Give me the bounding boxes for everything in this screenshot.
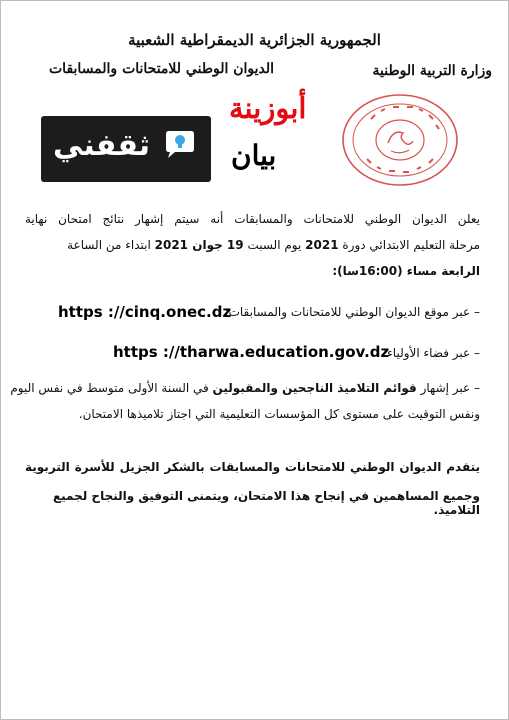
p1-year: 2021 (305, 238, 339, 252)
p1-text-d: ابتداء من الساعة (67, 238, 155, 252)
announcement-title: بيان (231, 139, 277, 172)
closing-line-2: وجميع المساهمين في إنجاح هذا الامتحان، ويتمنى التوفيق والنجاح لجميع التلاميذ. (52, 489, 480, 517)
paragraph-1-line-1: يعلن الديوان الوطني للامتحانات والمسابقات أنه سيتم إشهار نتائج امتحان نهاية (25, 212, 480, 226)
p1-month: جوان (188, 238, 227, 252)
bullet-3-text-a: – عبر إشهار (416, 381, 480, 395)
official-seal-icon (341, 93, 459, 187)
p1-text-b: يوم السبت (243, 238, 306, 252)
closing-line-1: يتقدم الديوان الوطني للامتحانات والمسابقات بالشكر الجزيل للأسرة التربوية (25, 460, 480, 474)
bullet-3-line-2: ونفس التوقيت على مستوى كل المؤسسات التعليمية التي اجتاز تلاميذها الامتحان. (78, 407, 480, 421)
link-cinq-onec[interactable]: https ://cinq.onec.dz (58, 303, 232, 321)
watermark-text: أبوزينة (229, 91, 307, 125)
lightbulb-speech-bubble-icon (163, 130, 197, 160)
paragraph-1-line-3: الرابعة مساء (16:00سا): (332, 264, 480, 278)
ministry-heading: وزارة التربية الوطنية (372, 63, 492, 79)
p1-text-a: مرحلة التعليم الابتدائي دورة (338, 238, 480, 252)
bullet-1-text: – عبر موقع الديوان الوطني للامتحانات والمسابقات: (224, 305, 480, 319)
bullet-2-text: – عبر فضاء الأولياء: (383, 346, 480, 360)
link-tharwa-education[interactable]: https ://tharwa.education.gov.dz (113, 343, 390, 361)
bullet-3-text-b: في السنة الأولى متوسط في نفس اليوم (10, 381, 213, 395)
p1-year-2: 2021 (154, 238, 189, 252)
bullet-3-line-1 (10, 381, 480, 395)
bullet-3-bold: قوائم التلاميذ الناجحين والمقبولين (212, 381, 417, 395)
site-logo (41, 116, 211, 182)
office-heading: الديوان الوطني للامتحانات والمسابقات (49, 61, 275, 77)
logo-text: ثقفني (53, 128, 151, 163)
paragraph-1-line-2 (25, 238, 480, 252)
republic-heading: الجمهورية الجزائرية الديمقراطية الشعبية (128, 31, 381, 49)
p1-day: 19 (226, 238, 244, 252)
